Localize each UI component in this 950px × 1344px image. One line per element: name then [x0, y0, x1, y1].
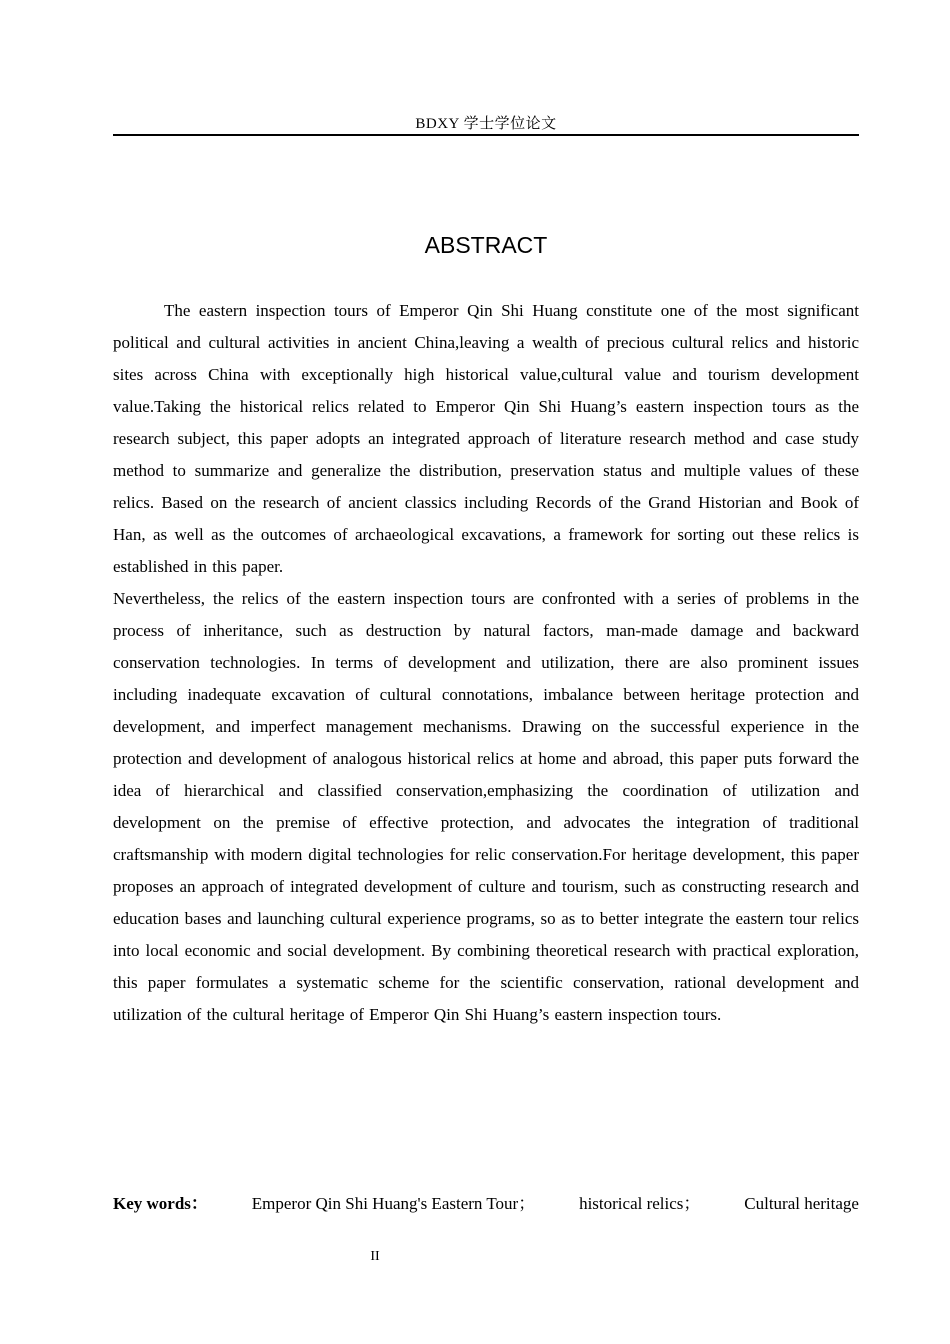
- page-number: II: [370, 1249, 380, 1264]
- abstract-paragraph-1: The eastern inspection tours of Emperor Qin Shi Huang constitute one of the most significant political and cultural activities in ancient China,leaving a wealth of precious cultural relics and historic sites across China with exceptionally high historical value,cultural value and tourism development value.Taking the historical relics related to Emperor Qin Shi Huang’s eastern inspection tours as the research subject, this paper adopts an integrated approach of literature research method and case study method to summarize and generalize the distribution, preservation status and multiple values of these relics. Based on the research of ancient classics including Records of the Grand Historian and Book of Han, as well as the outcomes of archaeological excavations, a framework for sorting out these relics is established in this paper.: [113, 301, 859, 576]
- abstract-body: [113, 295, 859, 1031]
- abstract-title: ABSTRACT: [424, 232, 548, 258]
- keywords-label: Key words：: [113, 1194, 208, 1213]
- keywords-line: [113, 1189, 859, 1219]
- running-header: BDXY 学士学位论文: [415, 116, 557, 132]
- keyword-item: Emperor Qin Shi Huang's Eastern Tour；: [251, 1194, 536, 1213]
- keyword-item: Cultural heritage: [744, 1194, 859, 1213]
- abstract-paragraph-2: Nevertheless, the relics of the eastern inspection tours are confronted with a series of problems in the process of inheritance, such as destruction by natural factors, man-made damage and backward conservation technologies. In terms of development and utilization, there are also prominent issues including inadequate excavation of cultural connotations, imbalance between heritage protection and development, and imperfect management mechanisms. Drawing on the successful experience in the protection and development of analogous historical relics at home and abroad, this paper puts forward the idea of hierarchical and classified conservation,emphasizing the coordination of utilization and development on the premise of effective protection, and advocates the integration of traditional craftsmanship with modern digital technologies for relic conservation.For heritage development, this paper proposes an approach of integrated development of culture and tourism, such as constructing research and education bases and launching cultural experience programs, so as to better integrate the eastern tour relics into local economic and social development. By combining theoretical research with practical exploration, this paper formulates a systematic scheme for the scientific conservation, rational development and utilization of the cultural heritage of Emperor Qin Shi Huang’s eastern inspection tours.: [113, 589, 859, 1024]
- header-divider: [113, 134, 859, 136]
- keyword-item: historical relics；: [579, 1194, 701, 1213]
